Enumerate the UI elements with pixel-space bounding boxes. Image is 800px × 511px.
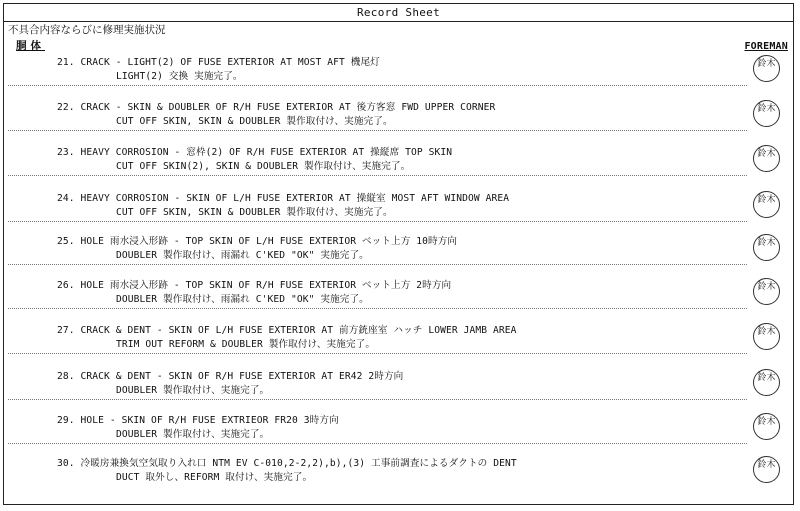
- entry-defect: 30. 冷暖房兼換気空気取り入れ口 NTM EV C-010,2-2,2),b),(3) 工事前調査によるダクトの DENT: [57, 458, 517, 469]
- record-entry: [4, 277, 793, 323]
- entry-repair: DOUBLER 製作取付け、実施完了。: [116, 429, 270, 440]
- foreman-stamp: 鈴木: [753, 191, 780, 218]
- record-entry: [4, 54, 793, 100]
- entry-repair: TRIM OUT REFORM & DOUBLER 製作取付け、実施完了。: [116, 339, 376, 350]
- entry-defect: 29. HOLE - SKIN OF R/H FUSE EXTRIEOR FR20 3時方向: [57, 415, 339, 426]
- foreman-stamp: 鈴木: [753, 369, 780, 396]
- section-label: 胴体: [16, 40, 45, 52]
- dotted-divider: [8, 399, 747, 400]
- dotted-divider: [8, 308, 747, 309]
- entry-defect: 26. HOLE 雨水浸入形跡 - TOP SKIN OF R/H FUSE EXTERIOR ベット上方 2時方向: [57, 280, 452, 291]
- entry-defect: 21. CRACK - LIGHT(2) OF FUSE EXTERIOR AT MOST AFT 機尾灯: [57, 57, 380, 68]
- dotted-divider: [8, 221, 747, 222]
- dotted-divider: [8, 264, 747, 265]
- dotted-divider: [8, 175, 747, 176]
- record-entry: [4, 322, 793, 368]
- record-entry: [4, 368, 793, 414]
- record-entry: [4, 99, 793, 145]
- foreman-stamp: 鈴木: [753, 234, 780, 261]
- record-sheet: [3, 3, 794, 505]
- entry-repair: CUT OFF SKIN, SKIN & DOUBLER 製作取付け、実施完了。: [116, 116, 393, 127]
- record-entry: [4, 412, 793, 458]
- entry-repair: DOUBLER 製作取付け、雨漏れ C'KED "OK" 実施完了。: [116, 250, 369, 261]
- dotted-divider: [8, 443, 747, 444]
- foreman-stamp: 鈴木: [753, 456, 780, 483]
- foreman-stamp: 鈴木: [753, 100, 780, 127]
- entry-defect: 25. HOLE 雨水浸入形跡 - TOP SKIN OF L/H FUSE EXTERIOR ベット上方 10時方向: [57, 236, 458, 247]
- entry-repair: DOUBLER 製作取付け、雨漏れ C'KED "OK" 実施完了。: [116, 294, 369, 305]
- record-entry: [4, 455, 793, 501]
- entry-repair: DUCT 取外し、REFORM 取付け、実施完了。: [116, 472, 313, 483]
- record-entry: [4, 144, 793, 190]
- entry-defect: 24. HEAVY CORROSION - SKIN OF L/H FUSE EXTERIOR AT 操縦室 MOST AFT WINDOW AREA: [57, 193, 510, 204]
- entry-repair: DOUBLER 製作取付け、実施完了。: [116, 385, 270, 396]
- entry-defect: 23. HEAVY CORROSION - 窓枠(2) OF R/H FUSE EXTERIOR AT 操縦席 TOP SKIN: [57, 147, 453, 158]
- entry-repair: CUT OFF SKIN, SKIN & DOUBLER 製作取付け、実施完了。: [116, 207, 393, 218]
- dotted-divider: [8, 85, 747, 86]
- entry-defect: 28. CRACK & DENT - SKIN OF R/H FUSE EXTERIOR AT ER42 2時方向: [57, 371, 404, 382]
- record-entry: [4, 233, 793, 279]
- sheet-header: 不具合内容ならびに修理実施状況: [8, 24, 166, 36]
- foreman-stamp: 鈴木: [753, 413, 780, 440]
- record-entry: [4, 190, 793, 236]
- entry-defect: 22. CRACK - SKIN & DOUBLER OF R/H FUSE EXTERIOR AT 後方客窓 FWD UPPER CORNER: [57, 102, 496, 113]
- foreman-stamp: 鈴木: [753, 323, 780, 350]
- foreman-stamp: 鈴木: [753, 145, 780, 172]
- dotted-divider: [8, 353, 747, 354]
- entry-defect: 27. CRACK & DENT - SKIN OF L/H FUSE EXTERIOR AT 前方銃座室 ハッチ LOWER JAMB AREA: [57, 325, 517, 336]
- sheet-title: Record Sheet: [4, 4, 793, 22]
- dotted-divider: [8, 130, 747, 131]
- foreman-stamp: 鈴木: [753, 55, 780, 82]
- foreman-stamp: 鈴木: [753, 278, 780, 305]
- entry-repair: LIGHT(2) 交換 実施完了。: [116, 71, 243, 82]
- foreman-label: FOREMAN: [744, 41, 788, 52]
- entry-repair: CUT OFF SKIN(2), SKIN & DOUBLER 製作取付け、実施完了。: [116, 161, 411, 172]
